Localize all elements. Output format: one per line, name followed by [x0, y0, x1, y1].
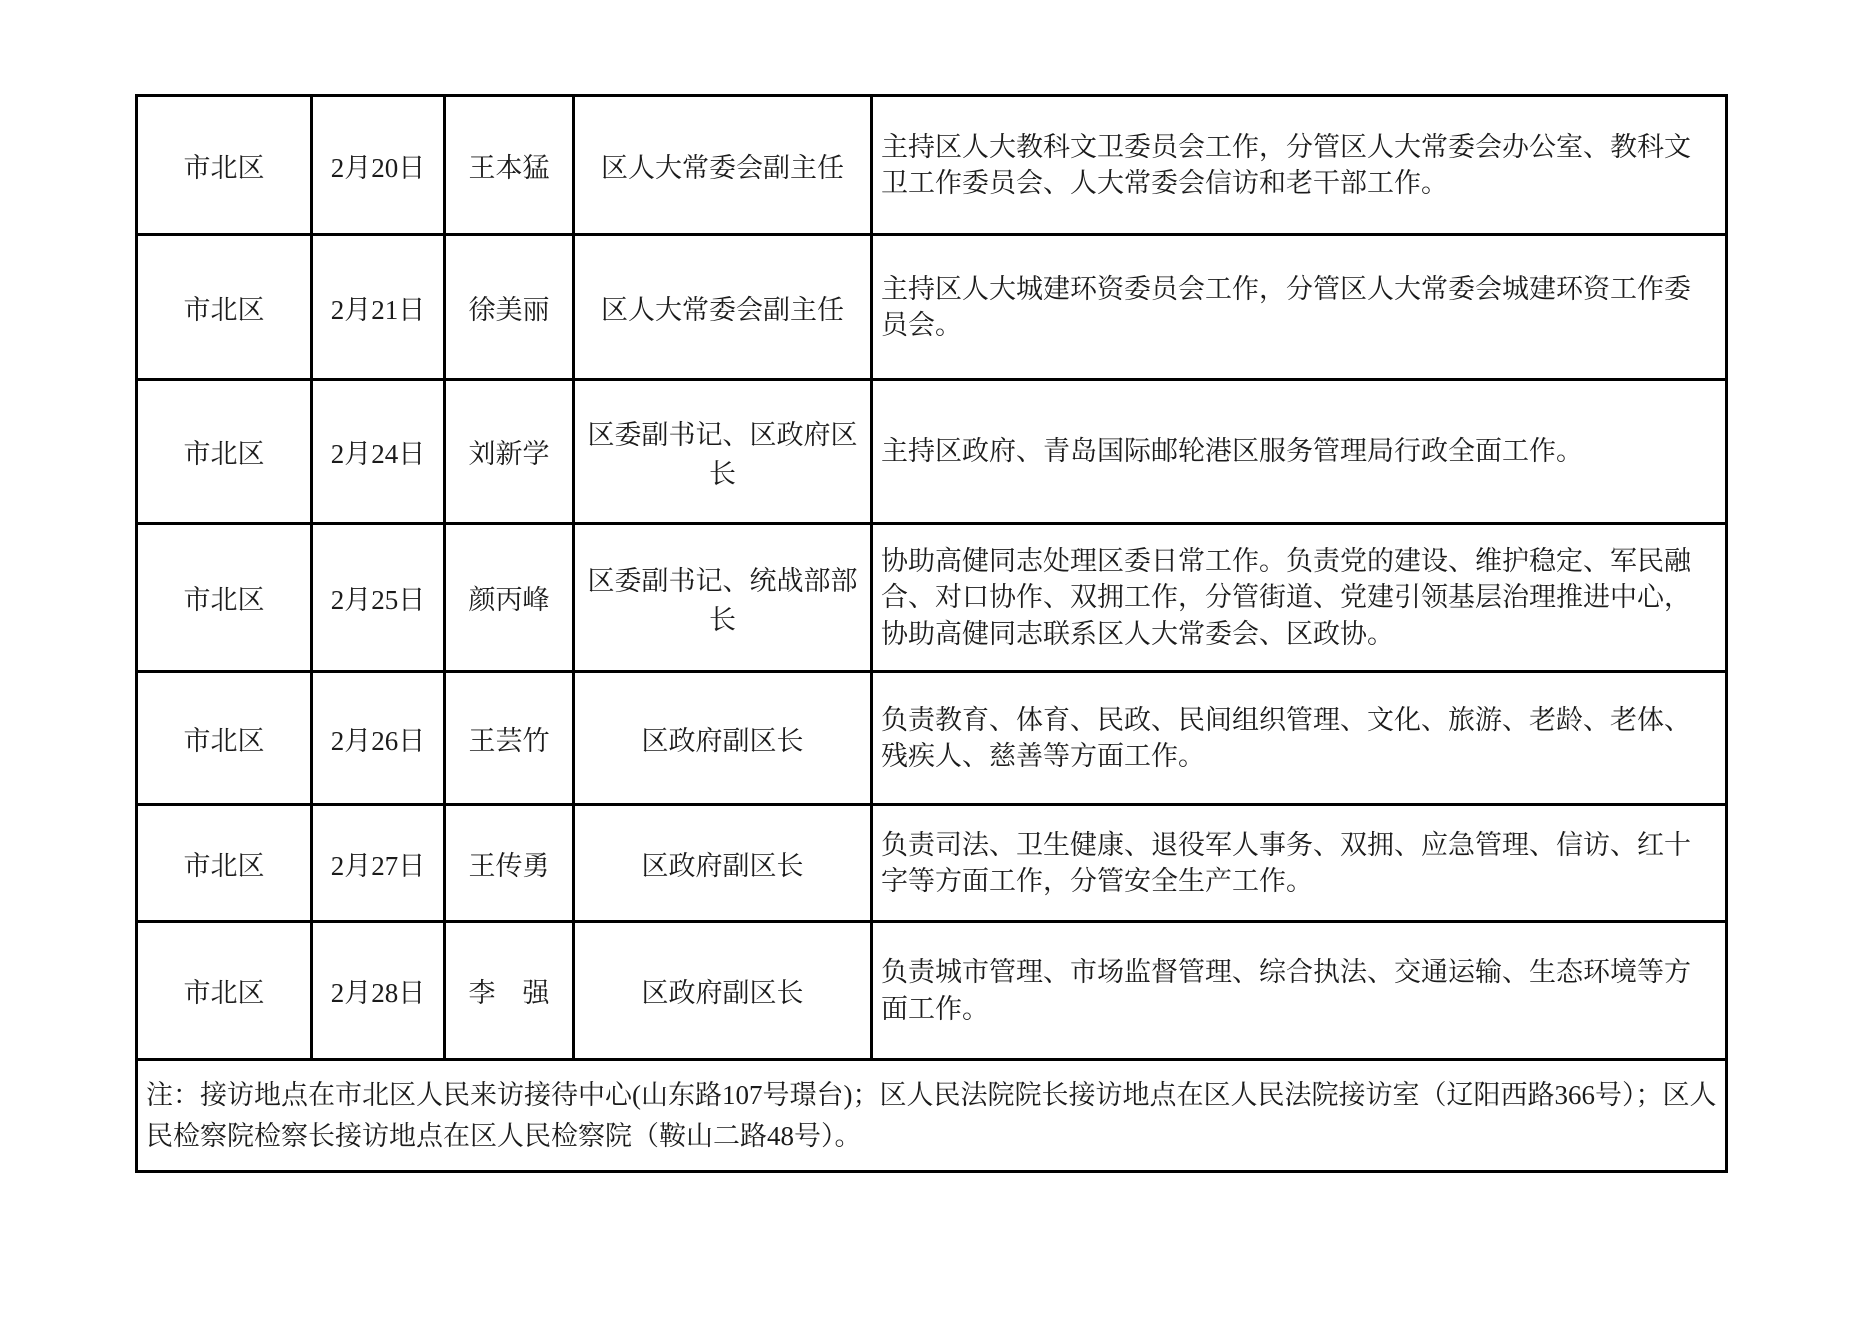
date-cell: 2月21日 — [312, 235, 445, 380]
duties-cell: 负责城市管理、市场监督管理、综合执法、交通运输、生态环境等方面工作。 — [872, 922, 1727, 1060]
position-cell: 区政府副区长 — [574, 922, 872, 1060]
date-cell: 2月28日 — [312, 922, 445, 1060]
position-cell: 区政府副区长 — [574, 805, 872, 922]
table-row — [137, 380, 1727, 524]
duty-schedule-table — [135, 94, 1728, 1173]
district-cell: 市北区 — [137, 672, 312, 805]
district-cell: 市北区 — [137, 96, 312, 235]
position-cell: 区政府副区长 — [574, 672, 872, 805]
district-cell: 市北区 — [137, 524, 312, 672]
name-cell: 王传勇 — [445, 805, 574, 922]
district-cell: 市北区 — [137, 922, 312, 1060]
district-cell: 市北区 — [137, 805, 312, 922]
date-cell: 2月27日 — [312, 805, 445, 922]
duties-cell: 协助高健同志处理区委日常工作。负责党的建设、维护稳定、军民融合、对口协作、双拥工作，分管街道、党建引领基层治理推进中心，协助高健同志联系区人大常委会、区政协。 — [872, 524, 1727, 672]
position-cell: 区委副书记、统战部部长 — [574, 524, 872, 672]
date-cell: 2月26日 — [312, 672, 445, 805]
name-cell: 颜丙峰 — [445, 524, 574, 672]
duties-cell: 主持区人大教科文卫委员会工作，分管区人大常委会办公室、教科文卫工作委员会、人大常委会信访和老干部工作。 — [872, 96, 1727, 235]
name-cell: 刘新学 — [445, 380, 574, 524]
position-cell: 区人大常委会副主任 — [574, 96, 872, 235]
table-row — [137, 805, 1727, 922]
table-row — [137, 96, 1727, 235]
name-cell: 王芸竹 — [445, 672, 574, 805]
position-cell: 区委副书记、区政府区长 — [574, 380, 872, 524]
note-text: 注：接访地点在市北区人民来访接待中心(山东路107号璟台)；区人民法院院长接访地点在区人民法院接访室（辽阳西路366号）；区人民检察院检察长接访地点在区人民检察院（鞍山二路48号）。 — [137, 1060, 1727, 1172]
duties-cell: 主持区人大城建环资委员会工作，分管区人大常委会城建环资工作委员会。 — [872, 235, 1727, 380]
name-cell: 徐美丽 — [445, 235, 574, 380]
date-cell: 2月20日 — [312, 96, 445, 235]
name-cell: 李 强 — [445, 922, 574, 1060]
district-cell: 市北区 — [137, 380, 312, 524]
date-cell: 2月25日 — [312, 524, 445, 672]
name-cell: 王本猛 — [445, 96, 574, 235]
district-cell: 市北区 — [137, 235, 312, 380]
date-cell: 2月24日 — [312, 380, 445, 524]
duties-cell: 负责教育、体育、民政、民间组织管理、文化、旅游、老龄、老体、残疾人、慈善等方面工作。 — [872, 672, 1727, 805]
position-cell: 区人大常委会副主任 — [574, 235, 872, 380]
table-row — [137, 524, 1727, 672]
table-row — [137, 672, 1727, 805]
duties-cell: 主持区政府、青岛国际邮轮港区服务管理局行政全面工作。 — [872, 380, 1727, 524]
note-row — [137, 1060, 1727, 1172]
duties-cell: 负责司法、卫生健康、退役军人事务、双拥、应急管理、信访、红十字等方面工作，分管安全生产工作。 — [872, 805, 1727, 922]
table-row — [137, 235, 1727, 380]
table-row — [137, 922, 1727, 1060]
